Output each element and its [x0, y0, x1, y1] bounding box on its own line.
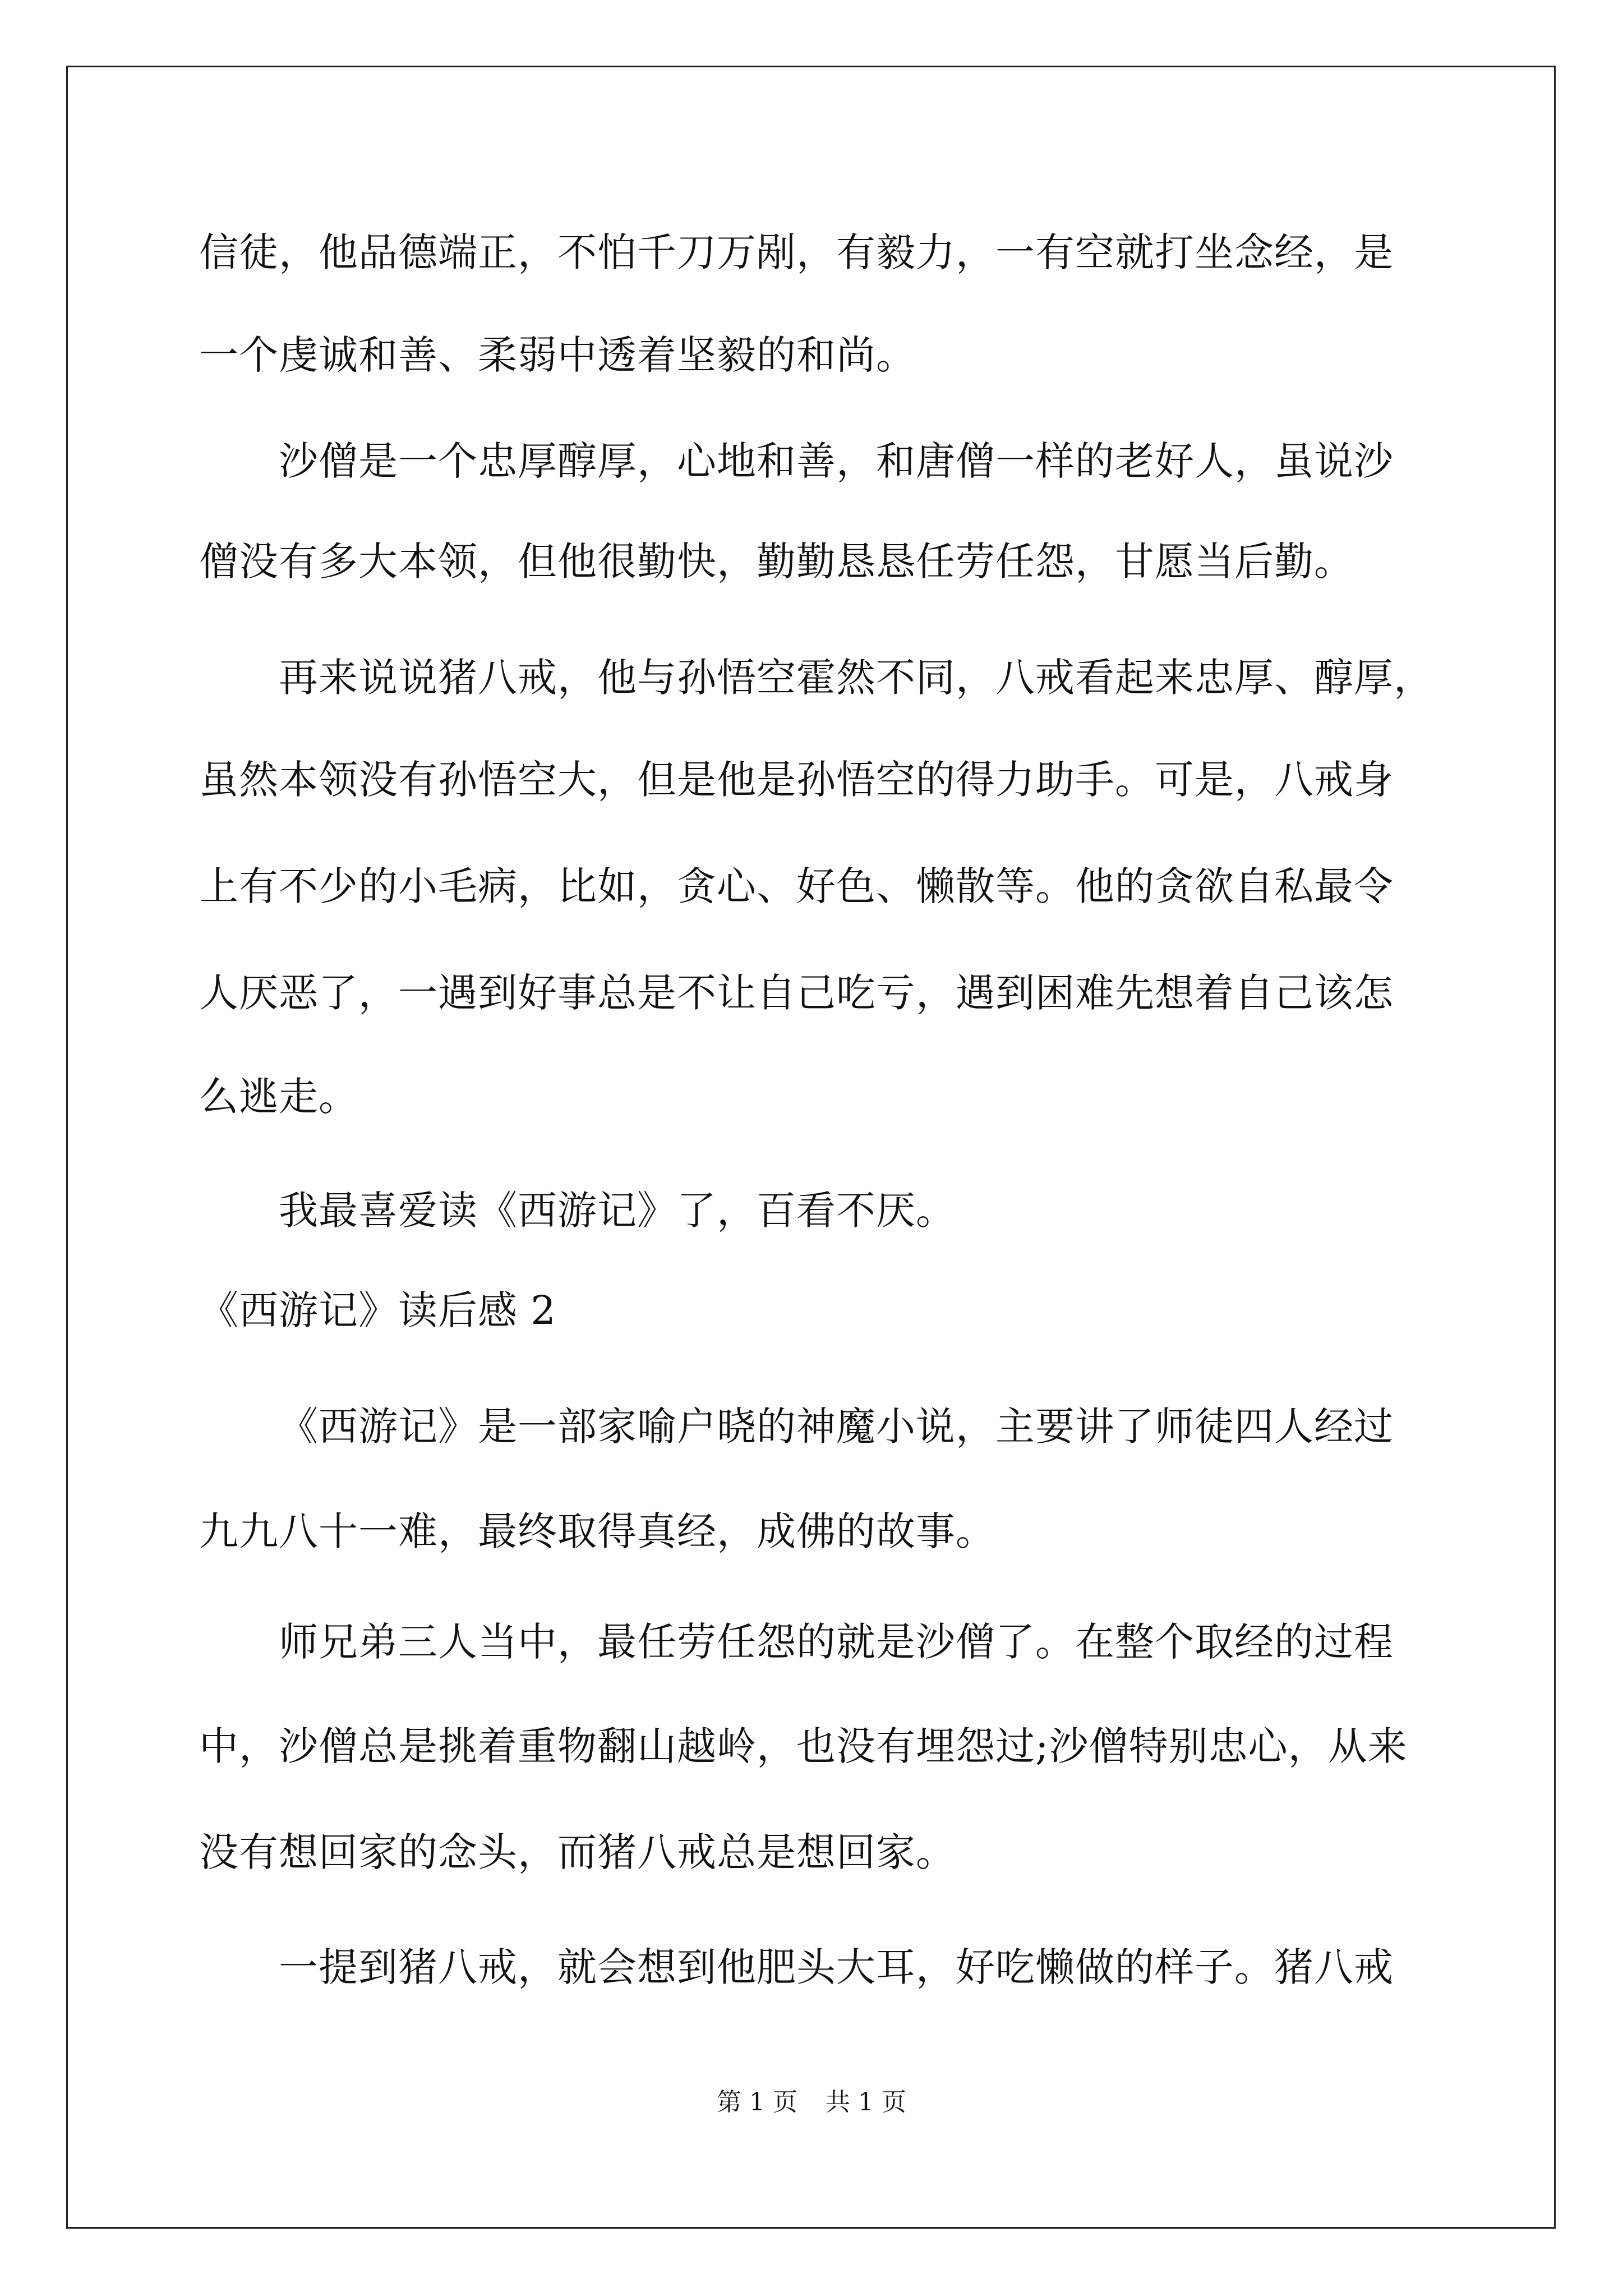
text-line-16: 没有想回家的念头，而猪八戒总是想回家。 [199, 1829, 956, 1875]
text-line-10: 我最喜爱读《西游记》了，百看不厌。 [279, 1188, 956, 1234]
page-total: 共 1 页 [826, 2088, 906, 2116]
page-footer [0, 2086, 1623, 2119]
page-border [66, 66, 1556, 2229]
text-line-3: 沙僧是一个忠厚醇厚，心地和善，和唐僧一样的老好人，虽说沙 [279, 438, 1394, 484]
text-line-13: 九九八十一难，最终取得真经，成佛的故事。 [199, 1508, 995, 1554]
text-line-9: 么逃走。 [199, 1074, 358, 1120]
text-line-14: 师兄弟三人当中，最任劳任怨的就是沙僧了。在整个取经的过程 [279, 1619, 1394, 1665]
text-line-4: 僧没有多大本领，但他很勤快，勤勤恳恳任劳任怨，甘愿当后勤。 [199, 539, 1354, 585]
text-line-5: 再来说说猪八戒，他与孙悟空霍然不同，八戒看起来忠厚、醇厚， [279, 655, 1433, 701]
section-heading: 《西游记》读后感 2 [199, 1287, 556, 1333]
text-line-7: 上有不少的小毛病，比如，贪心、好色、懒散等。他的贪欲自私最令 [199, 863, 1394, 909]
text-line-6: 虽然本领没有孙悟空大，但是他是孙悟空的得力助手。可是，八戒身 [199, 757, 1394, 803]
text-line-8: 人厌恶了，一遇到好事总是不让自己吃亏，遇到困难先想着自己该怎 [199, 970, 1394, 1016]
page-number: 第 1 页 [717, 2088, 797, 2116]
text-line-17: 一提到猪八戒，就会想到他肥头大耳，好吃懒做的样子。猪八戒 [279, 1944, 1394, 1990]
text-line-2: 一个虔诚和善、柔弱中透着坚毅的和尚。 [199, 332, 916, 378]
text-line-1: 信徒，他品德端正，不怕千刀万剐，有毅力，一有空就打坐念经，是 [199, 229, 1394, 275]
text-line-12: 《西游记》是一部家喻户晓的神魔小说，主要讲了师徒四人经过 [279, 1404, 1394, 1450]
text-line-15: 中，沙僧总是挑着重物翻山越岭，也没有埋怨过;沙僧特别忠心，从来 [199, 1723, 1408, 1769]
